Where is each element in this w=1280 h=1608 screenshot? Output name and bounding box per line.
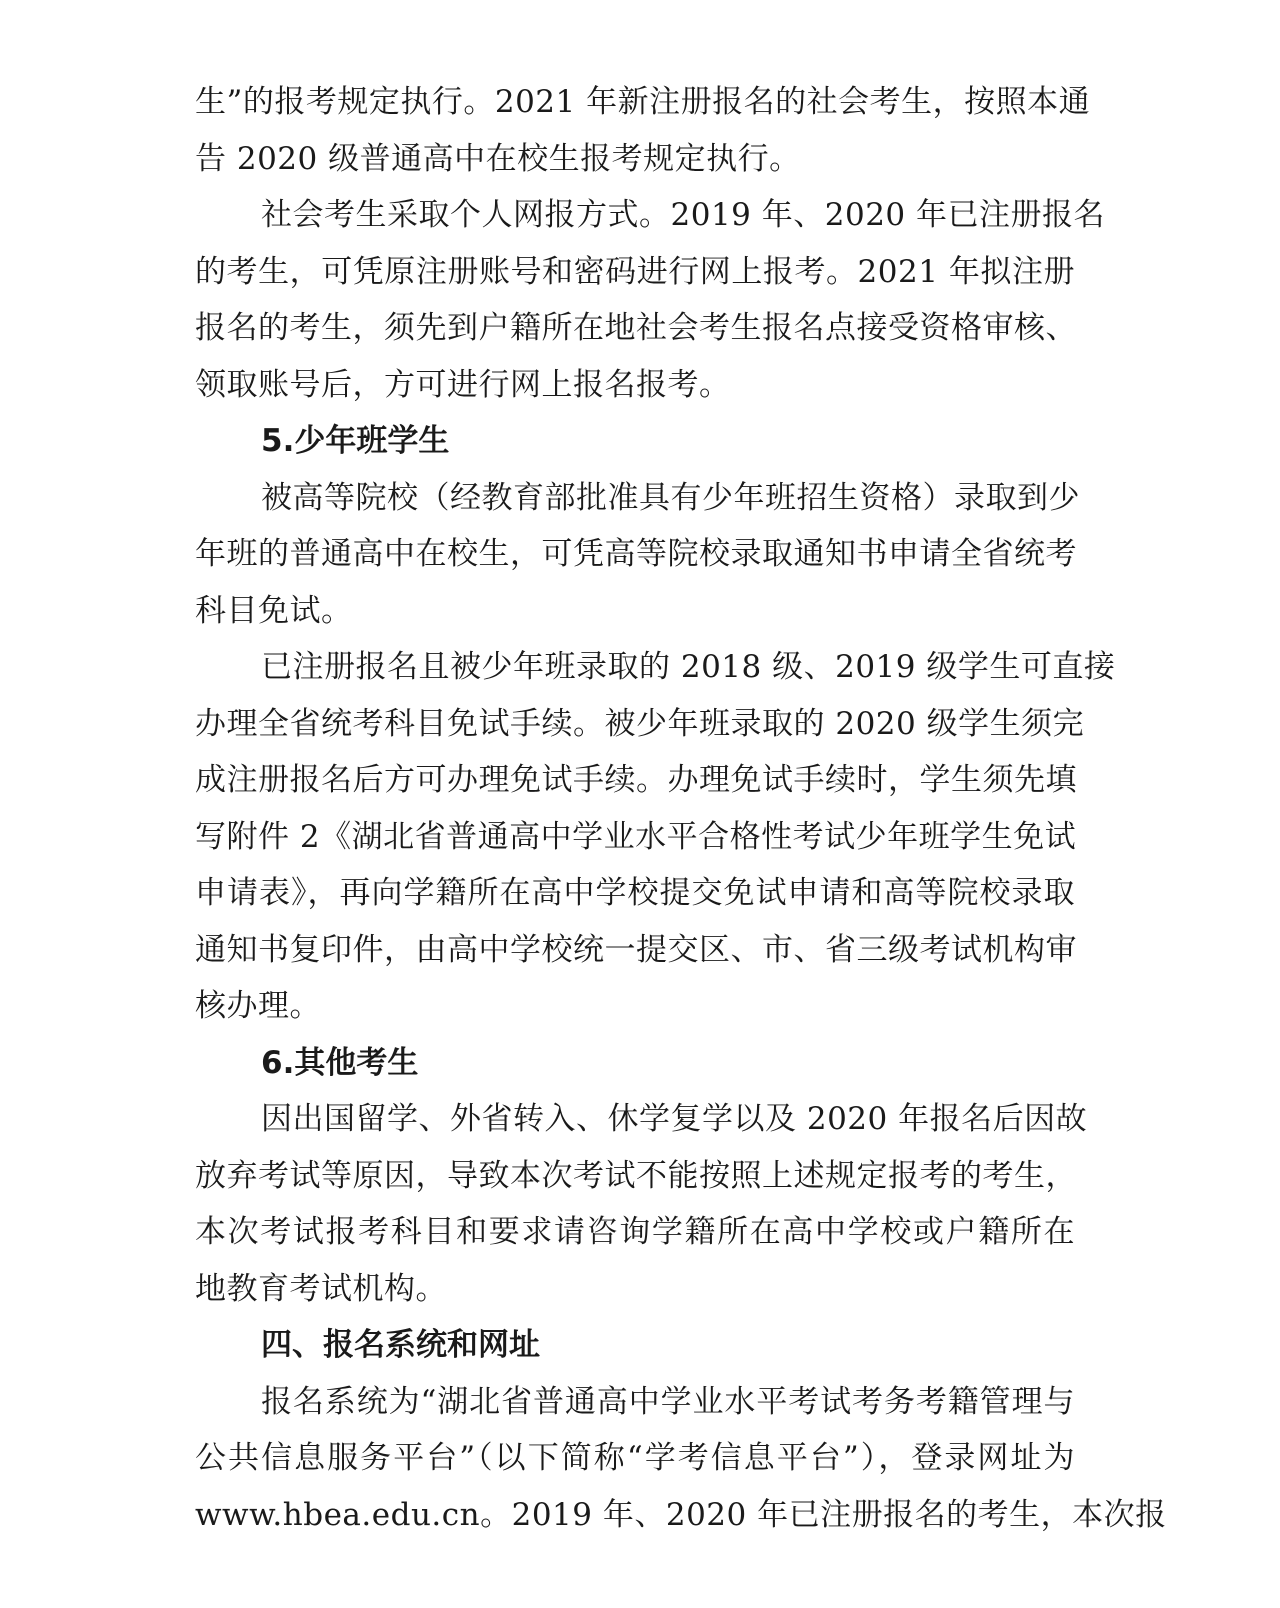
text-line: www.hbea.edu.cn。2019 年、2020 年已注册报名的考生，本次报 [195, 1496, 1167, 1533]
section-heading-juvenile-class: 5.少年班学生 [261, 423, 450, 459]
paragraph-other-candidates [195, 1091, 1088, 1317]
text-line: 科目免试。 [195, 592, 353, 629]
paragraph-continued-exam-rules [195, 74, 1091, 187]
text-line: 生”的报考规定执行。2021 年新注册报名的社会考生，按照本通 [195, 84, 1091, 120]
paragraph-registration-system [195, 1374, 1167, 1544]
text-line: 被高等院校（经教育部批准具有少年班招生资格）录取到少 [261, 479, 1080, 516]
text-line: 社会考生采取个人网报方式。2019 年、2020 年已注册报名 [261, 197, 1105, 233]
text-line: 的考生，可凭原注册账号和密码进行网上报考。2021 年拟注册 [195, 253, 1075, 290]
text-line: 核办理。 [195, 988, 321, 1024]
text-line: 写附件 2《湖北省普通高中学业水平合格性考试少年班学生免试 [195, 818, 1077, 855]
paragraph-juvenile-class-procedure [195, 639, 1116, 1035]
text-line: 报名的考生，须先到户籍所在地社会考生报名点接受资格审核、 [195, 310, 1077, 346]
paragraph-social-candidates [195, 187, 1105, 413]
text-line: 报名系统为“湖北省普通高中学业水平考试考务考籍管理与 [261, 1383, 1075, 1420]
text-line: 地教育考试机构。 [195, 1270, 447, 1307]
text-line: 年班的普通高中在校生，可凭高等院校录取通知书申请全省统考 [195, 536, 1077, 572]
text-line: 已注册报名且被少年班录取的 2018 级、2019 级学生可直接 [261, 649, 1116, 685]
text-line: 本次考试报考科目和要求请咨询学籍所在高中学校或户籍所在 [195, 1214, 1075, 1250]
text-line: 领取账号后，方可进行网上报名报考。 [195, 366, 731, 403]
section-heading-other-candidates: 6.其他考生 [261, 1044, 419, 1081]
text-line: 公共信息服务平台”（以下简称“学考信息平台”），登录网址为 [195, 1440, 1075, 1476]
text-line: 告 2020 级普通高中在校生报考规定执行。 [195, 140, 801, 177]
text-line: 办理全省统考科目免试手续。被少年班录取的 2020 级学生须完 [195, 705, 1085, 742]
document-body [195, 74, 1167, 1543]
paragraph-juvenile-class-exemption [195, 470, 1080, 640]
text-line: 通知书复印件，由高中学校统一提交区、市、省三级考试机构审 [195, 931, 1077, 968]
section-heading-registration-system: 四、报名系统和网址 [261, 1327, 540, 1363]
text-line: 成注册报名后方可办理免试手续。办理免试手续时，学生须先填 [195, 762, 1077, 798]
text-line: 申请表》，再向学籍所在高中学校提交免试申请和高等院校录取 [195, 875, 1075, 911]
text-line: 放弃考试等原因，导致本次考试不能按照上述规定报考的考生， [195, 1157, 1077, 1194]
text-line: 因出国留学、外省转入、休学复学以及 2020 年报名后因故 [261, 1101, 1088, 1137]
